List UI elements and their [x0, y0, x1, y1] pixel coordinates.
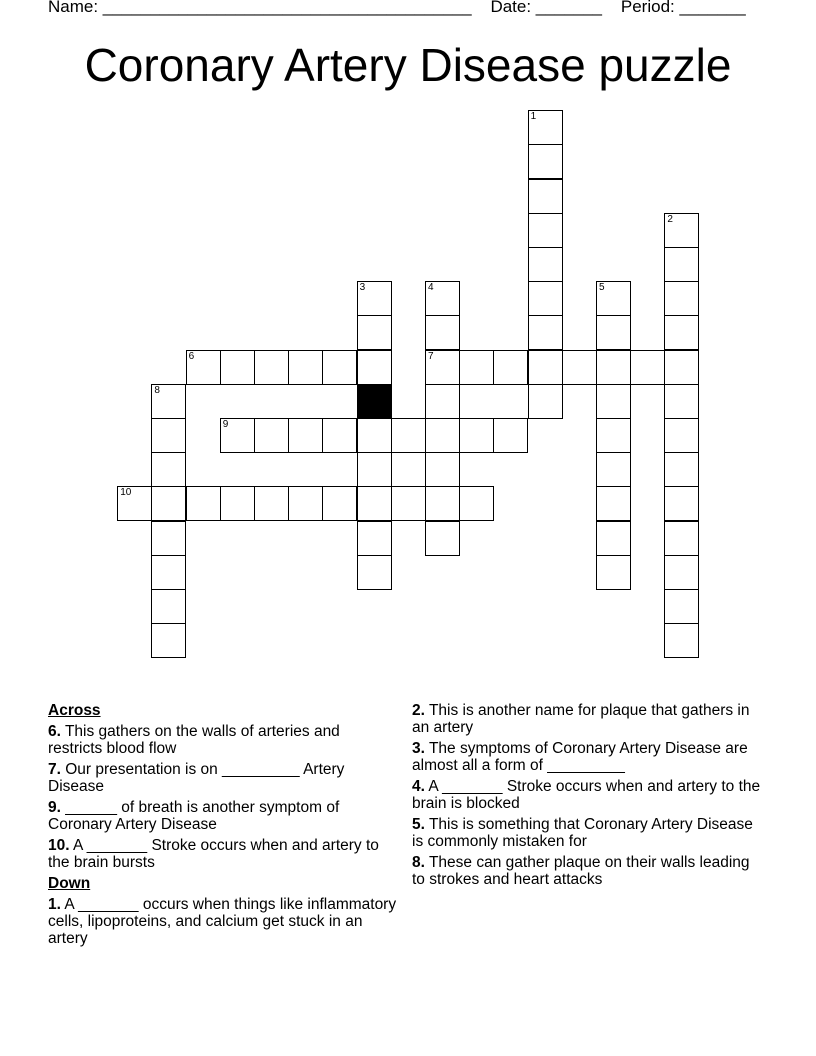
clue-number: 8.: [412, 854, 425, 871]
clue-text: ______ of breath is another symptom of Coronary Artery Disease: [48, 799, 340, 833]
cell-number: 8: [154, 384, 160, 396]
clue-text: A _______ Stroke occurs when and artery to the brain is blocked: [412, 778, 761, 812]
cell-number: 6: [188, 350, 195, 362]
grid-cell[interactable]: [425, 418, 460, 453]
grid-cell[interactable]: [425, 315, 460, 350]
clue-item: [412, 702, 762, 736]
grid-cell[interactable]: [596, 350, 631, 385]
grid-cell[interactable]: [288, 486, 323, 521]
clue-number: 2.: [412, 702, 425, 719]
down-heading: Down: [48, 875, 91, 892]
grid-cell[interactable]: [664, 521, 699, 556]
grid-cell[interactable]: [459, 486, 494, 521]
grid-cell[interactable]: [596, 452, 631, 487]
grid-cell[interactable]: [493, 350, 528, 385]
cell-number: 1: [530, 111, 537, 123]
cell-number: 10: [120, 487, 132, 499]
grid-cell[interactable]: [117, 486, 152, 521]
clue-text: Our presentation is on _________ Artery Disease: [48, 761, 345, 795]
grid-cell[interactable]: [322, 486, 357, 521]
grid-cell[interactable]: [254, 350, 289, 385]
clue-text: This is something that Coronary Artery Disease is commonly mistaken for: [412, 816, 753, 850]
grid-cell[interactable]: [220, 486, 255, 521]
clue-item: [48, 837, 398, 871]
grid-cell[interactable]: [596, 555, 631, 590]
date-label: Date:: [490, 0, 536, 16]
clue-text: These can gather plaque on their walls leading to strokes and heart attacks: [412, 854, 750, 888]
clue-text: This gathers on the walls of arteries and restricts blood flow: [48, 723, 340, 757]
grid-cell[interactable]: [664, 213, 699, 248]
cell-number: 3: [359, 282, 366, 294]
grid-cell[interactable]: [459, 350, 494, 385]
grid-cell[interactable]: [459, 418, 494, 453]
grid-cell[interactable]: [391, 418, 426, 453]
grid-cell[interactable]: [664, 384, 699, 419]
grid-cell[interactable]: [596, 418, 631, 453]
grid-cell[interactable]: [664, 315, 699, 350]
grid-cell[interactable]: [151, 555, 186, 590]
grid-cell[interactable]: [664, 589, 699, 624]
cell-number: 5: [599, 282, 605, 294]
name-blank[interactable]: _______________________________________: [102, 0, 472, 16]
grid-cell[interactable]: [254, 418, 289, 453]
down-clue-list-right: [412, 702, 762, 888]
grid-cell[interactable]: [357, 486, 392, 521]
clue-item: [48, 723, 398, 757]
grid-cell[interactable]: [151, 418, 186, 453]
down-clue-list-left: [48, 896, 398, 947]
grid-cell[interactable]: [357, 350, 392, 385]
grid-cell[interactable]: [186, 350, 221, 385]
clues-right-column: [412, 702, 762, 892]
grid-cell[interactable]: [288, 350, 323, 385]
clue-text: A _______ Stroke occurs when and artery to the brain bursts: [48, 837, 379, 871]
grid-cell[interactable]: [493, 418, 528, 453]
clue-number: 5.: [412, 816, 425, 833]
grid-cell[interactable]: [220, 418, 255, 453]
grid-cell[interactable]: [151, 521, 186, 556]
clues-left-column: [48, 702, 398, 951]
clue-number: 9.: [48, 799, 61, 816]
grid-cell[interactable]: [425, 281, 460, 316]
grid-cell[interactable]: [220, 350, 255, 385]
black-cell: [357, 384, 392, 419]
grid-cell[interactable]: [357, 418, 392, 453]
grid-cell[interactable]: [357, 315, 392, 350]
grid-cell[interactable]: [664, 350, 699, 385]
grid-cell[interactable]: [596, 521, 631, 556]
grid-cell[interactable]: [186, 486, 221, 521]
name-label: Name:: [48, 0, 103, 16]
grid-cell[interactable]: [425, 452, 460, 487]
grid-cell[interactable]: [664, 555, 699, 590]
grid-cell[interactable]: [357, 521, 392, 556]
grid-cell[interactable]: [425, 384, 460, 419]
grid-cell[interactable]: [151, 589, 186, 624]
page-title: Coronary Artery Disease puzzle: [84, 39, 732, 91]
grid-cell[interactable]: [528, 315, 563, 350]
grid-cell[interactable]: [151, 486, 186, 521]
clue-text: The symptoms of Coronary Artery Disease are almost all a form of _________: [412, 740, 748, 774]
grid-cell[interactable]: [528, 213, 563, 248]
clue-item: [48, 799, 398, 833]
grid-cell[interactable]: [528, 281, 563, 316]
clue-number: 6.: [48, 723, 61, 740]
grid-cell[interactable]: [254, 486, 289, 521]
clue-text: This is another name for plaque that gathers in an artery: [412, 702, 750, 736]
across-clue-list: [48, 723, 398, 871]
cell-number: 9: [222, 418, 229, 430]
grid-cell[interactable]: [596, 281, 631, 316]
grid-cell[interactable]: [664, 418, 699, 453]
grid-cell[interactable]: [664, 486, 699, 521]
clue-number: 1.: [48, 896, 61, 913]
grid-cell[interactable]: [151, 623, 186, 658]
clue-number: 7.: [48, 761, 61, 778]
grid-cell[interactable]: [151, 452, 186, 487]
grid-cell[interactable]: [425, 486, 460, 521]
clue-item: [412, 740, 762, 774]
grid-cell[interactable]: [528, 350, 563, 385]
cell-number: 7: [428, 350, 434, 362]
grid-cell[interactable]: [425, 521, 460, 556]
grid-cell[interactable]: [322, 418, 357, 453]
grid-cell[interactable]: [664, 281, 699, 316]
grid-cell[interactable]: [322, 350, 357, 385]
clue-number: 4.: [412, 778, 425, 795]
grid-cell[interactable]: [528, 110, 563, 145]
grid-cell[interactable]: [528, 384, 563, 419]
grid-cell[interactable]: [528, 247, 563, 282]
cell-number: 4: [428, 282, 434, 294]
clue-number: 3.: [412, 740, 425, 757]
grid-cell[interactable]: [528, 144, 563, 179]
clue-item: [412, 816, 762, 850]
cell-number: 2: [667, 213, 673, 225]
grid-cell[interactable]: [664, 452, 699, 487]
clue-item: [48, 761, 398, 795]
period-blank[interactable]: _______: [679, 0, 746, 16]
grid-cell[interactable]: [288, 418, 323, 453]
grid-cell[interactable]: [357, 452, 392, 487]
grid-cell[interactable]: [664, 623, 699, 658]
grid-cell[interactable]: [630, 350, 665, 385]
clue-number: 10.: [48, 837, 70, 854]
clue-item: [412, 778, 762, 812]
clue-item: [48, 896, 398, 947]
clue-item: [412, 854, 762, 888]
date-blank[interactable]: _______: [535, 0, 602, 16]
grid-cell[interactable]: [664, 247, 699, 282]
grid-cell[interactable]: [562, 350, 597, 385]
grid-cell[interactable]: [528, 179, 563, 214]
clue-text: A _______ occurs when things like inflammatory cells, lipoproteins, and calcium get stuck in an artery: [48, 896, 397, 947]
period-label: Period:: [620, 0, 680, 16]
grid-cell[interactable]: [357, 555, 392, 590]
grid-cell[interactable]: [596, 384, 631, 419]
grid-cell[interactable]: [425, 350, 460, 385]
grid-cell[interactable]: [596, 486, 631, 521]
grid-cell[interactable]: [596, 315, 631, 350]
grid-cell[interactable]: [151, 384, 186, 419]
across-heading: Across: [48, 702, 101, 719]
grid-cell[interactable]: [357, 281, 392, 316]
grid-cell[interactable]: [391, 486, 426, 521]
